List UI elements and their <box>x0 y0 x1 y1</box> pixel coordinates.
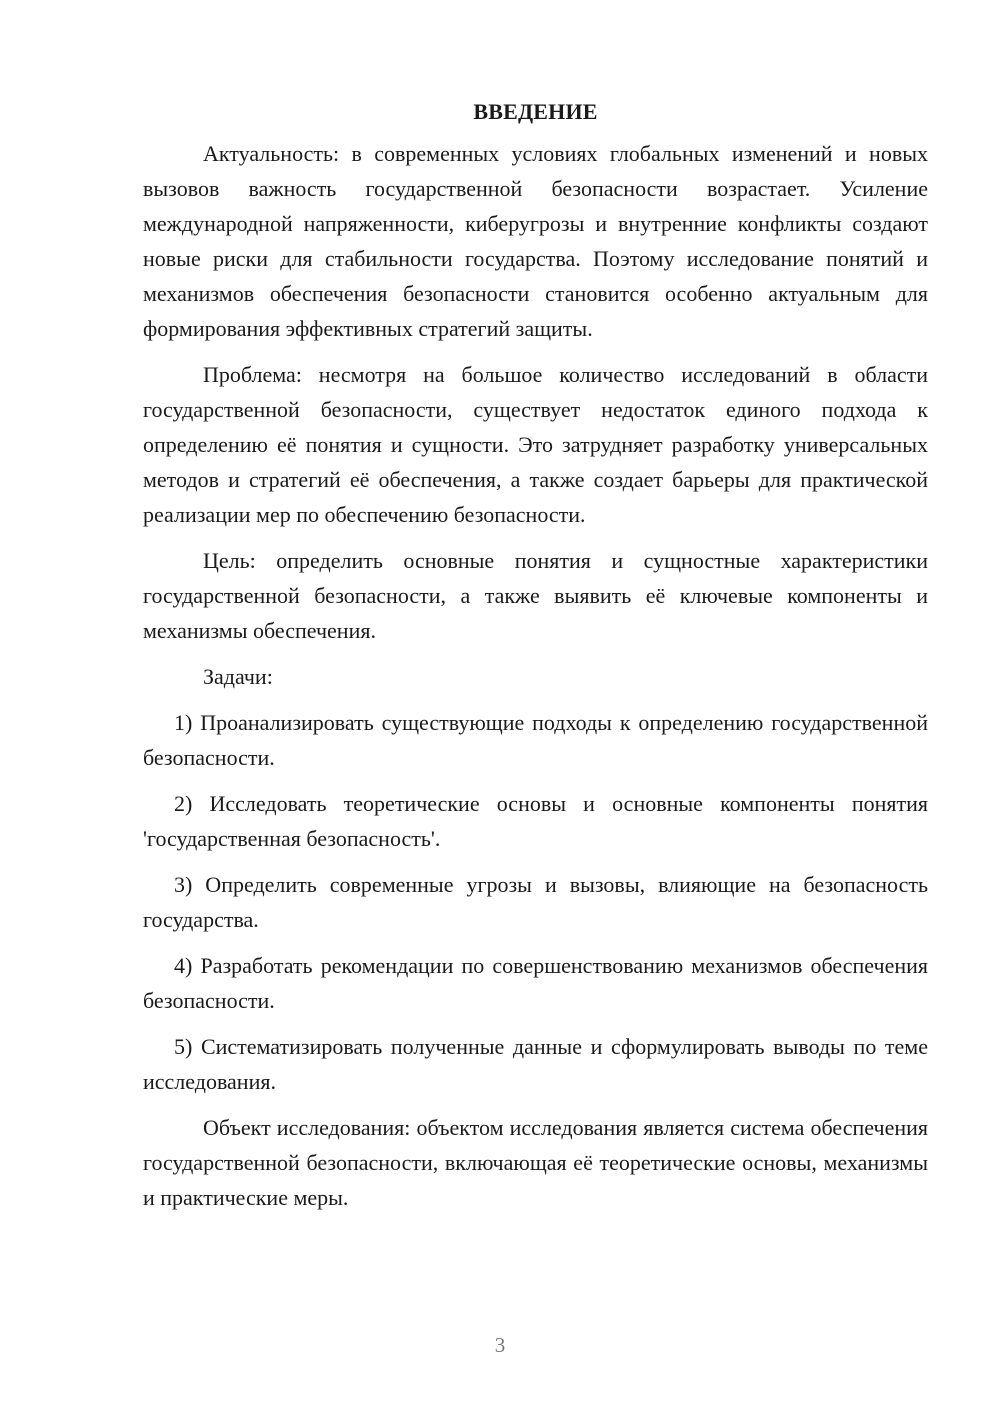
tasks-heading: Задачи: <box>203 664 273 689</box>
task-item-2: 2) Исследовать теоретические основы и основные компоненты понятия 'государственная безопасность'. <box>143 791 928 851</box>
page-title: ВВЕДЕНИЕ <box>473 99 598 124</box>
relevance-paragraph: Актуальность: в современных условиях глобальных изменений и новых вызовов важность государственной безопасности возрастает. Усиление международной напряженности, киберугрозы и внутренние конфликты создают новые риски для стабильности государства. Поэтому исследование понятий и механизмов обеспечения безопасности становится особенно актуальным для формирования эффективных стратегий защиты. <box>143 141 928 341</box>
task-item-4: 4) Разработать рекомендации по совершенствованию механизмов обеспечения безопасности. <box>143 953 928 1013</box>
goal-paragraph: Цель: определить основные понятия и сущностные характеристики государственной безопасности, а также выявить её ключевые компоненты и механизмы обеспечения. <box>143 548 928 643</box>
tasks-list <box>143 705 928 1099</box>
page-content <box>143 94 928 1226</box>
problem-paragraph: Проблема: несмотря на большое количество исследований в области государственной безопасности, существует недостаток единого подхода к определению её понятия и сущности. Это затрудняет разработку универсальных методов и стратегий её обеспечения, а также создает барьеры для практической реализации мер по обеспечению безопасности. <box>143 362 928 527</box>
page-number: 3 <box>494 1333 506 1357</box>
object-paragraph: Объект исследования: объектом исследования является система обеспечения государственной безопасности, включающая её теоретические основы, механизмы и практические меры. <box>143 1115 928 1210</box>
task-item-3: 3) Определить современные угрозы и вызовы, влияющие на безопасность государства. <box>143 872 928 932</box>
task-item-1: 1) Проанализировать существующие подходы к определению государственной безопасности. <box>143 710 928 770</box>
task-item-5: 5) Систематизировать полученные данные и сформулировать выводы по теме исследования. <box>143 1034 928 1094</box>
